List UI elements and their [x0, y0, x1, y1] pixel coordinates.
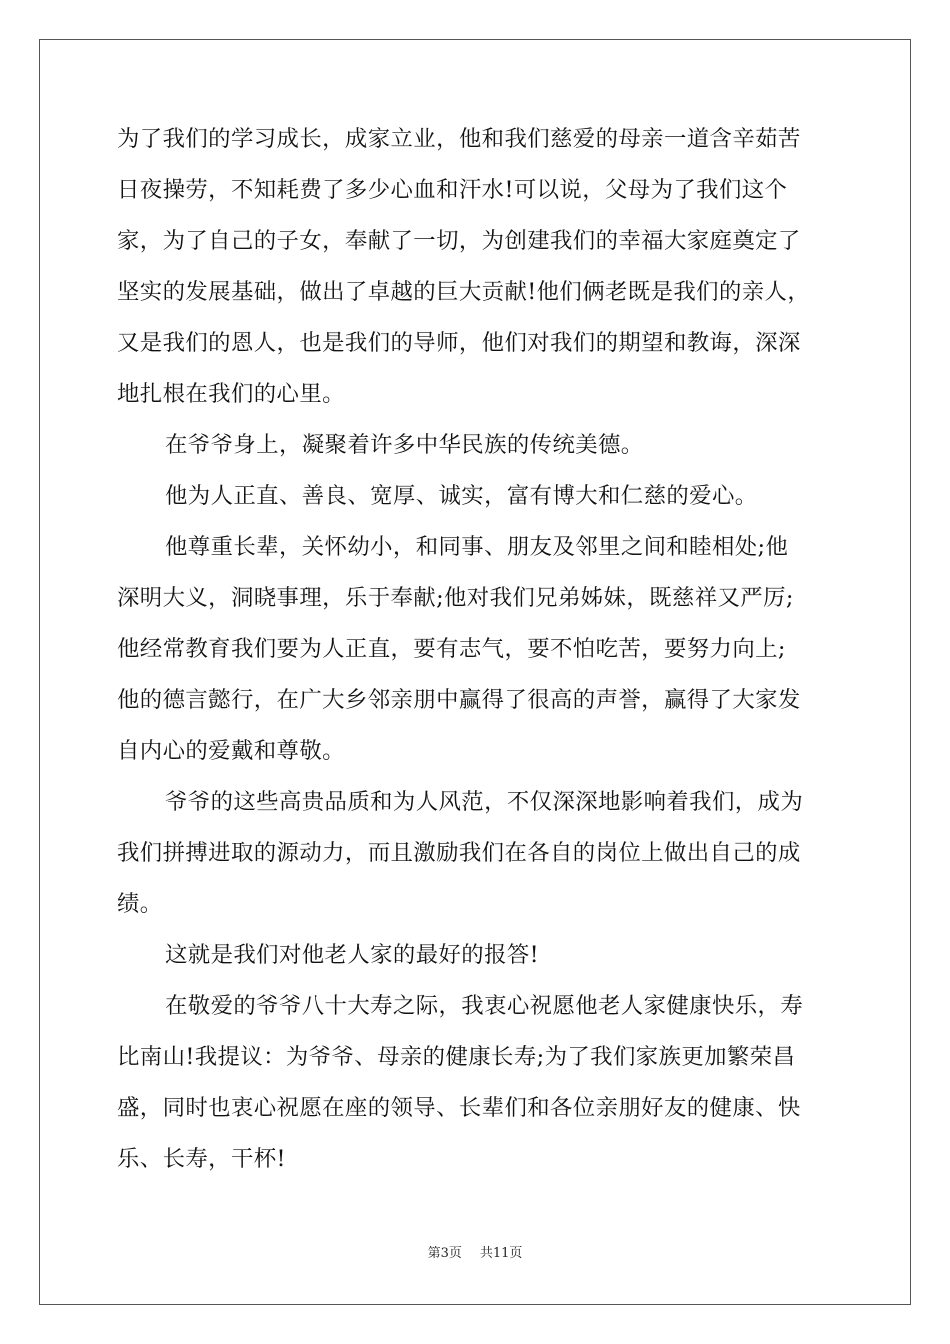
text-line: 他经常教育我们要为人正直，要有志气，要不怕吃苦，要努力向上;	[117, 636, 786, 662]
page-number: 第3页	[427, 1246, 462, 1261]
text-line: 盛，同时也衷心祝愿在座的领导、长辈们和各位亲朋好友的健康、快	[117, 1095, 801, 1121]
paragraph-start-line: 他尊重长辈，关怀幼小，和同事、朋友及邻里之间和睦相处;他	[165, 534, 789, 560]
text-line: 深明大义，洞晓事理，乐于奉献;他对我们兄弟姊妹，既慈祥又严厉;	[117, 585, 794, 611]
text-line: 比南山!我提议：为爷爷、母亲的健康长寿;为了我们家族更加繁荣昌	[117, 1044, 796, 1070]
paragraph-start-line: 他为人正直、善良、宽厚、诚实，富有博大和仁慈的爱心。	[165, 483, 758, 509]
text-line: 坚实的发展基础，做出了卓越的巨大贡献!他们俩老既是我们的亲人，	[117, 279, 811, 305]
text-line: 绩。	[117, 891, 163, 917]
text-line: 家，为了自己的子女，奉献了一切，为创建我们的幸福大家庭奠定了	[117, 228, 801, 254]
text-line: 他的德言懿行，在广大乡邻亲朋中赢得了很高的声誉，赢得了大家发	[117, 687, 801, 713]
text-line: 地扎根在我们的心里。	[117, 381, 345, 407]
text-line: 日夜操劳，不知耗费了多少心血和汗水!可以说，父母为了我们这个	[117, 177, 788, 203]
paragraph-start-line: 这就是我们对他老人家的最好的报答!	[165, 942, 540, 968]
paragraph-start-line: 在敬爱的爷爷八十大寿之际，我衷心祝愿他老人家健康快乐，寿	[165, 993, 804, 1019]
page-footer	[0, 1245, 950, 1263]
paragraph-start-line: 爷爷的这些高贵品质和为人风范，不仅深深地影响着我们，成为	[165, 789, 804, 815]
paragraph-start-line: 在爷爷身上，凝聚着许多中华民族的传统美德。	[165, 432, 644, 458]
text-line: 乐、长寿，干杯!	[117, 1146, 286, 1172]
text-line: 为了我们的学习成长，成家立业，他和我们慈爱的母亲一道含辛茹苦	[117, 126, 801, 152]
text-line: 自内心的爱戴和尊敬。	[117, 738, 345, 764]
page-total: 共11页	[479, 1246, 523, 1261]
text-line: 我们拼搏进取的源动力，而且激励我们在各自的岗位上做出自己的成	[117, 840, 801, 866]
text-line: 又是我们的恩人，也是我们的导师，他们对我们的期望和教诲，深深	[117, 330, 801, 356]
